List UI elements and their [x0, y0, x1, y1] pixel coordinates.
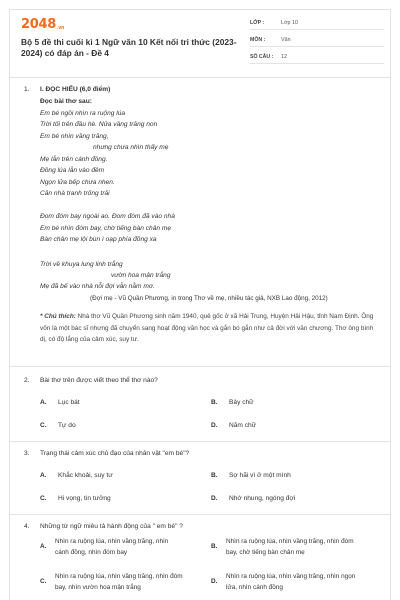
- option-letter: B.: [211, 543, 218, 550]
- poem-line: Bàn chân mẹ lội bùn ì oạp phía đồng xa: [40, 236, 157, 243]
- question-number: 4.: [24, 523, 30, 530]
- meta-label: SỐ CÂU :: [250, 54, 274, 60]
- exam-page: [9, 9, 391, 600]
- question-text: Những từ ngữ miêu tả hành động của " em bé" ?: [40, 523, 183, 530]
- answer-option-c[interactable]: [40, 495, 111, 502]
- option-text: Nhớ nhung, ngóng đợi: [229, 495, 296, 502]
- option-text: Khắc khoải, suy tư: [58, 472, 113, 479]
- header-divider: [10, 77, 390, 78]
- answer-option-c[interactable]: [40, 572, 200, 594]
- answer-option-d[interactable]: [211, 495, 295, 502]
- meta-value: Lớp 10: [281, 20, 299, 26]
- poem-line: Trời về khuya lung linh trắng: [40, 261, 123, 268]
- question-number: 3.: [24, 450, 30, 457]
- site-logo[interactable]: [21, 18, 64, 32]
- option-text: Hi vọng, tin tưởng: [58, 495, 111, 502]
- option-text: Năm chữ: [229, 422, 257, 429]
- option-text: Nhìn ra ruộng lúa, nhìn vầng trăng, nhìn cánh đồng, nhìn đóm bay: [55, 538, 169, 556]
- meta-value: Văn: [281, 37, 291, 43]
- question-text: Trạng thái cảm xúc chủ đạo của nhân vật "em bé"?: [40, 450, 190, 457]
- option-text: Nhìn ra ruộng lúa, nhìn vầng trăng, nhìn đóm bay, nhìn vườn hoa mận trắng: [55, 573, 183, 591]
- exam-meta: [250, 17, 384, 68]
- answer-option-b[interactable]: [211, 472, 291, 479]
- answer-option-c[interactable]: [40, 422, 76, 429]
- poem-line: Đồng lúa lẫn vào đêm: [40, 167, 105, 174]
- note-text: Nhà thơ Vũ Quần Phương sinh năm 1940, quê gốc ở xã Hải Trung, Huyện Hải Hậu, tỉnh Nam Định. Ông vốn là một bác sĩ nhưng đã chuyển sang hoạt động văn học và gắn bó gắn như cả đời với văn chương. Thơ ông bình dị, có độ lắng của cảm xúc, suy tư.: [40, 313, 374, 344]
- option-letter: D.: [211, 495, 218, 502]
- exam-title: Bộ 5 đề thi cuối kì 1 Ngữ văn 10 Kết nối tri thức (2023-2024) có đáp án - Đề 4: [21, 37, 237, 58]
- option-text: Nhìn ra ruộng lúa, nhìn vầng trăng, nhìn ngọn lửa, nhìn cánh đồng: [226, 573, 356, 591]
- option-letter: C.: [40, 495, 47, 502]
- poem-line: vườn hoa mận trắng: [111, 272, 171, 279]
- poem-line: Trời tối trên đầu hè. Nửa vầng trăng non: [40, 121, 158, 128]
- option-text: Sợ hãi vì ở một mình: [229, 472, 291, 479]
- section-title: I. ĐỌC HIỂU (6,0 điểm): [40, 86, 111, 93]
- poem-line: Em bé nhìn đóm bay, chờ tiếng bàn chân mẹ: [40, 225, 172, 232]
- option-text: Tự do: [58, 422, 76, 429]
- poem-line: Căn nhà tranh trống trải: [40, 190, 110, 197]
- option-letter: A.: [40, 472, 47, 479]
- meta-count-row: [250, 51, 384, 64]
- answer-option-a[interactable]: [40, 472, 113, 479]
- question-separator: [10, 366, 390, 367]
- page-header: [10, 10, 390, 64]
- option-letter: D.: [211, 422, 218, 429]
- meta-label: MÔN :: [250, 37, 266, 43]
- poem-line: Mẹ đã bế vào nhà nỗi đợi vẫn nằm mơ.: [40, 283, 155, 290]
- question-separator: [10, 441, 390, 442]
- option-letter: A.: [40, 399, 47, 406]
- option-text: Lục bát: [58, 399, 80, 406]
- poem-line: nhưng chưa nhìn thấy mẹ: [93, 144, 169, 151]
- option-text: Bảy chữ: [229, 399, 254, 406]
- poem-line: Ngọn lửa bếp chưa nhen.: [40, 179, 115, 186]
- answer-option-d[interactable]: [211, 572, 381, 594]
- logo-domain: .vn: [56, 25, 65, 31]
- poem-source: (Đợi mẹ - Vũ Quần Phương, in trong Thơ về mẹ, nhiều tác giả, NXB Lao động, 2012): [90, 295, 328, 302]
- meta-value: 12: [281, 54, 287, 60]
- option-text: Nhìn ra ruộng lúa, nhìn vầng trăng, nhìn đóm bay, chờ tiếng bàn chân mẹ: [226, 538, 354, 556]
- poem-line: Đom đóm bay ngoài ao. Đom đóm đã vào nhà: [40, 213, 175, 220]
- note-label: * Chú thích:: [40, 313, 76, 320]
- option-letter: D.: [211, 578, 218, 585]
- question-number: 2.: [24, 377, 30, 384]
- option-letter: B.: [211, 399, 218, 406]
- answer-option-a[interactable]: [40, 537, 200, 559]
- meta-subject-row: [250, 34, 384, 47]
- question-number: 1.: [24, 86, 30, 93]
- question-separator: [10, 514, 390, 515]
- poem-line: Em bé ngồi nhìn ra ruộng lúa: [40, 110, 126, 117]
- option-letter: C.: [40, 578, 47, 585]
- answer-option-d[interactable]: [211, 422, 256, 429]
- reading-intro: Đọc bài thơ sau:: [40, 98, 92, 105]
- answer-option-a[interactable]: [40, 399, 80, 406]
- question-text: Bài thơ trên được viết theo thể thơ nào?: [40, 377, 158, 384]
- logo-text: 2048: [21, 17, 56, 32]
- option-letter: A.: [40, 543, 47, 550]
- poem-line: Em bé nhìn vầng trăng,: [40, 133, 109, 140]
- answer-option-b[interactable]: [211, 399, 254, 406]
- meta-label: LỚP :: [250, 20, 265, 26]
- answer-option-b[interactable]: [211, 537, 381, 559]
- option-letter: C.: [40, 422, 47, 429]
- poem-line: Mẹ lẫn trên cánh đồng.: [40, 156, 108, 163]
- meta-class-row: [250, 17, 384, 30]
- author-note: [40, 311, 378, 346]
- option-letter: B.: [211, 472, 218, 479]
